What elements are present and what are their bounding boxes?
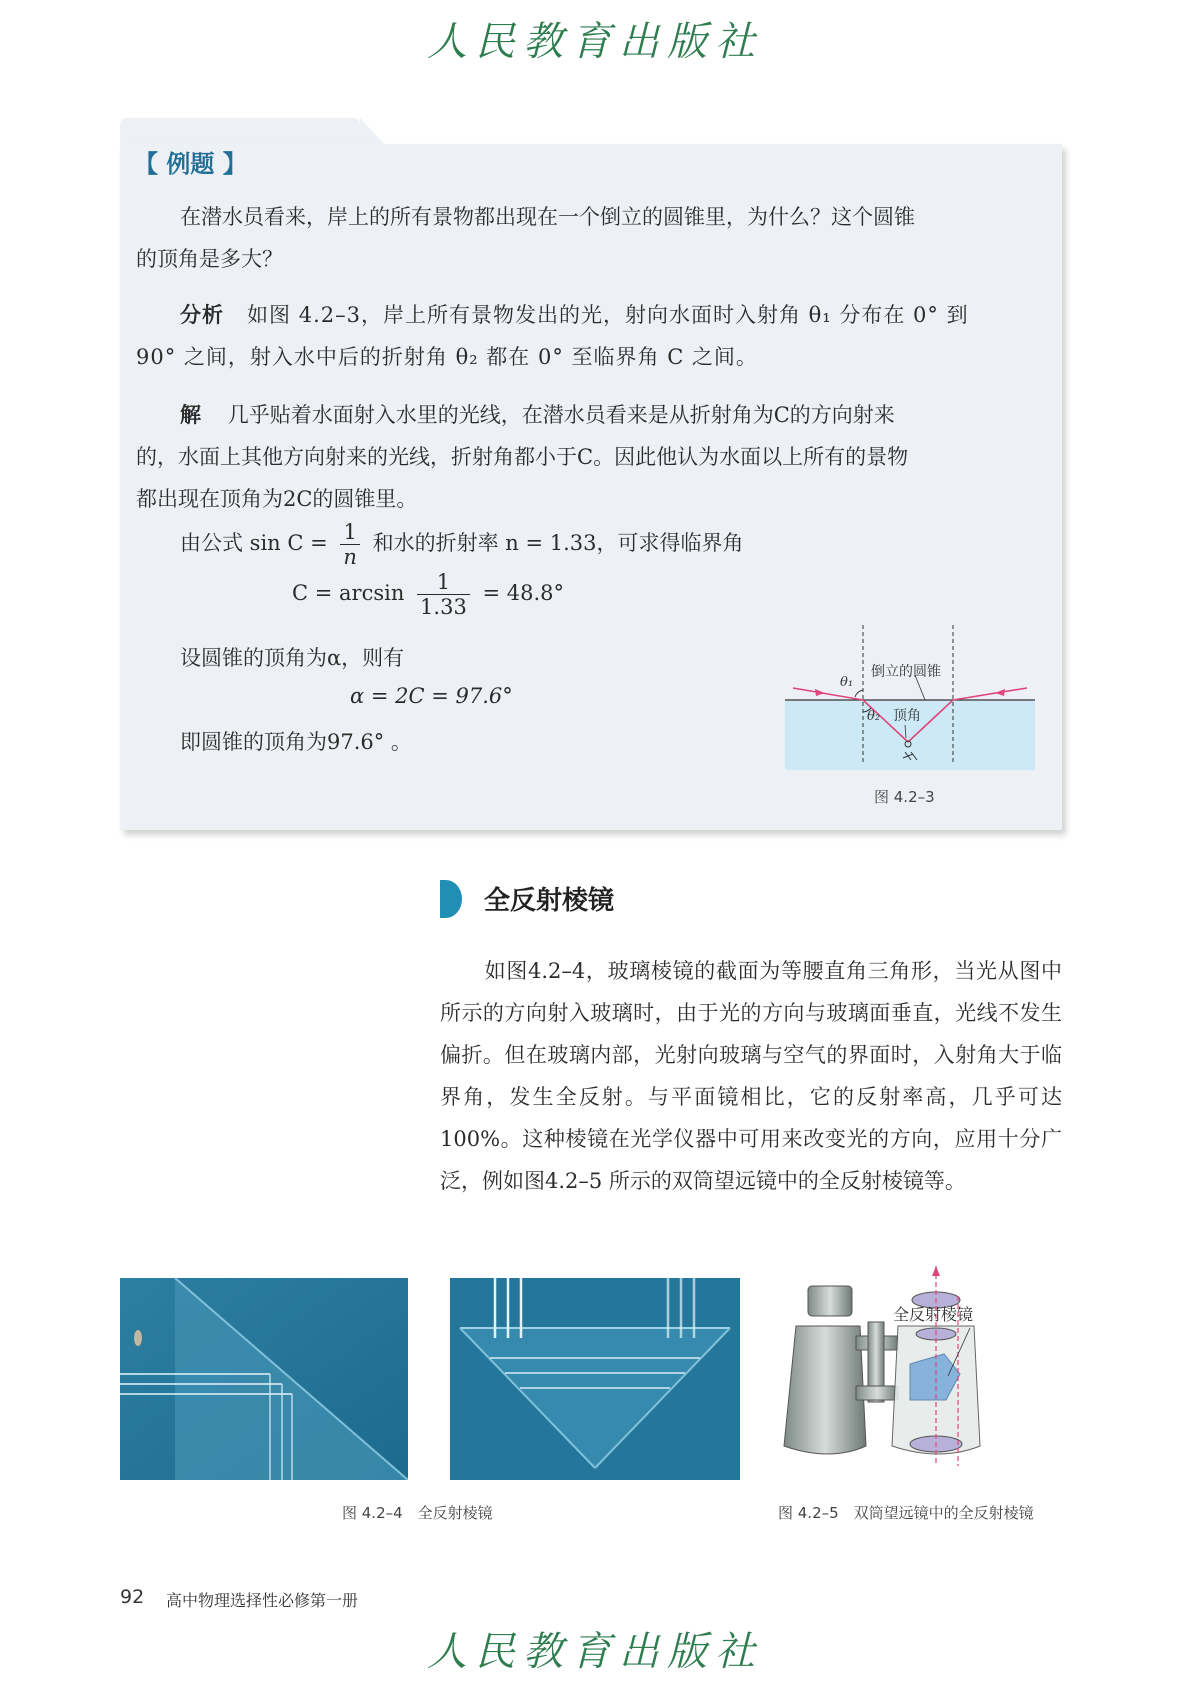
binoculars-figure <box>760 1266 1070 1486</box>
example-solution <box>136 394 1046 520</box>
incident-ray-right <box>953 688 1027 700</box>
prism-photo-1 <box>120 1278 408 1480</box>
question-line-1: 在潜水员看来，岸上的所有景物都出现在一个倒立的圆锥里，为什么？这个圆锥 <box>180 205 915 229</box>
arrow-right <box>995 689 1005 696</box>
c-fraction-denominator: 1.33 <box>420 595 467 619</box>
example-question <box>136 196 1046 280</box>
section-body-text: 如图4.2–4，玻璃棱镜的截面为等腰直角三角形，当光从图中所示的方向射入玻璃时，由于光的方向与玻璃面垂直，光线不发生偏折。但在玻璃内部，光射向玻璃与空气的界面时，入射角大于临界角，发生全反射。与平面镜相比，它的反射率高，几乎可达100%。这种棱镜在光学仪器中可用来改变光的方向，应用十分广泛，例如图4.2–5 所示的双筒望远镜中的全反射棱镜等。 <box>440 959 1062 1193</box>
section-body <box>440 950 1062 1202</box>
conclusion: 即圆锥的顶角为97.6° 。 <box>180 730 412 754</box>
example-analysis <box>136 294 1046 378</box>
formula-intro-after: 和水的折射率 n = 1.33，可求得临界角 <box>372 531 744 555</box>
formula-c-after: = 48.8° <box>482 581 565 605</box>
section-title: 全反射棱镜 <box>484 886 615 916</box>
solution-line-3: 都出现在顶角为2C的圆锥里。 <box>136 487 418 511</box>
page-number: 92 <box>120 1586 145 1608</box>
figure-4-2-3 <box>785 620 1035 770</box>
fraction-numerator: 1 <box>340 520 360 545</box>
publisher-logo-bottom: 人民教育出版社 <box>427 1629 763 1675</box>
solution-line-1: 几乎贴着水面射入水里的光线，在潜水员看来是从折射角为C的方向射来 <box>227 403 895 427</box>
figure-4-2-3-caption: 图 4.2–3 <box>874 788 935 806</box>
book-title: 高中物理选择性必修第一册 <box>166 1591 359 1610</box>
solution-label: 解 <box>180 403 201 427</box>
analysis-label: 分析 <box>180 303 224 327</box>
publisher-logo-top: 人民教育出版社 <box>427 19 763 65</box>
solution-line-2: 的，水面上其他方向射来的光线，折射角都小于C。因此他认为水面以上所有的景物 <box>136 445 909 469</box>
section-marker-icon <box>440 880 462 918</box>
prism-label: 全反射棱镜 <box>893 1305 974 1324</box>
prism-photo-2 <box>450 1278 740 1480</box>
formula-c-line <box>292 570 564 619</box>
analysis-line-2: 90° 之间，射入水中后的折射角 θ₂ 都在 0° 至临界角 C 之间。 <box>136 345 758 369</box>
question-line-2: 的顶角是多大？ <box>136 247 283 271</box>
formula-sin-line <box>180 520 744 569</box>
analysis-line-1: 如图 4.2–3，岸上所有景物发出的光，射向水面时入射角 θ₁ 分布在 0° 到 <box>247 303 969 327</box>
label-apex: 顶角 <box>893 708 921 724</box>
fraction-denominator: n <box>343 545 357 569</box>
formula-fraction <box>340 520 360 569</box>
formula-intro-before: 由公式 sin C = <box>180 531 328 555</box>
arrow-left <box>815 689 825 696</box>
c-fraction-numerator: 1 <box>417 570 470 595</box>
figure-4-2-4-caption: 图 4.2–4 全反射棱镜 <box>342 1504 493 1522</box>
example-title: 【 例题 】 <box>134 150 247 178</box>
alpha-formula: α = 2C = 97.6° <box>350 684 513 708</box>
formula-c-fraction <box>417 570 470 619</box>
label-theta2: θ₂ <box>867 709 881 724</box>
angle-theta1-arc <box>855 690 863 697</box>
label-theta1: θ₁ <box>840 675 854 690</box>
label-cone: 倒立的圆锥 <box>871 664 941 680</box>
alpha-intro: 设圆锥的顶角为α，则有 <box>180 646 405 670</box>
formula-c-before: C = arcsin <box>292 581 405 605</box>
figure-4-2-5-caption: 图 4.2–5 双筒望远镜中的全反射棱镜 <box>778 1504 1034 1522</box>
